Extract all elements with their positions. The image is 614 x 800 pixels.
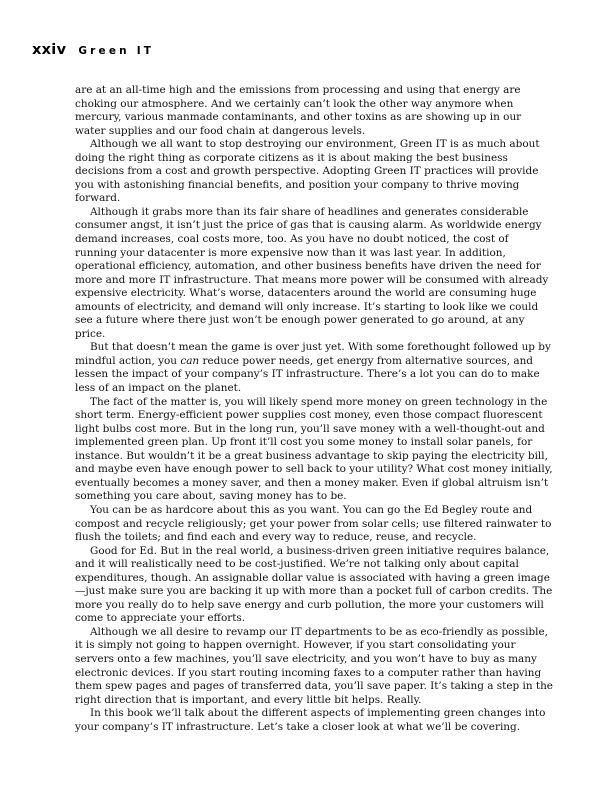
paragraph-green-spending: The fact of the matter is, you will likely spend more money on green technology in the short term. Energy-efficient power supplies cost money, even those compact fluorescent light bulbs cost more. But in the long run, you’ll save money with a well-thought-out and implemented green plan. Up front it’ll cost you some money to install solar panels, for instance. But wouldn’t it be a great business advantage to skip paying the electricity bill, and maybe even have enough power to sell back to your utility? What cost money initially, eventually becomes a money saver, and then a money maker. Even if global altruism isn’t something you care about, saving money has to be. — [75, 395, 553, 503]
paragraph-hardcore: You can be as hardcore about this as you want. You can go the Ed Begley route and compost and recycle religiously; get your power from solar cells; use filtered rainwater to flush the toilets; and find each and every way to reduce, reuse, and recycle. — [75, 503, 552, 544]
paragraph-energy-costs: Although it grabs more than its fair share of headlines and generates considerable consumer angst, it isn’t just the price of gas that is causing alarm. As worldwide energy demand increases, coal costs more, too. As you have no doubt noticed, the cost of running your datacenter is more expensive now than it was last year. In addition, operational efficiency, automation, and other business benefits have driven the need for more and more IT infrastructure. That means more power will be consumed with already expensive electricity. What’s worse, datacenters around the world are consuming huge amounts of electricity, and demand will only increase. It’s starting to look like we could see a future where there just won’t be enough power generated to go around, at any price. — [75, 205, 549, 340]
paragraph-revamp-it: Although we all desire to revamp our IT departments to be as eco-friendly as possible, it is simply not going to happen overnight. However, if you start consolidating your servers onto a few machines, you’ll save electricity, and you won’t have to buy as many electronic devices. If you start routing incoming faxes to a computer rather than having them spew pages and pages of transferred data, you’ll save paper. It’s taking a step in the right direction that is important, and every little bit helps. Really. — [75, 625, 553, 706]
page-number: xxiv — [32, 42, 67, 58]
paragraph-book-overview: In this book we’ll talk about the different aspects of implementing green changes into your company’s IT infrastructure. Let’s take a closer look at what we’ll be covering. — [75, 707, 546, 733]
paragraph-green-it-business: Although we all want to stop destroying our environment, Green IT is as much about doing the right thing as corporate citizens as it is about making the best business decisions from a cost and growth perspective. Adopting Green IT practices will provide you with astonishing financial benefits, and position your company to thrive moving forward. — [75, 138, 540, 205]
paragraph-mindful-action — [75, 341, 553, 395]
paragraph-continuation: are at an all-time high and the emissions from processing and using that energy are choking our atmosphere. And we certainly can’t look the other way anymore when mercury, various manmade contaminants, and other toxins as are showing up in our water supplies and our food chain at dangerous levels. — [75, 84, 522, 137]
body-text — [75, 84, 553, 734]
paragraph-good-for-ed: Good for Ed. But in the real world, a business-driven green initiative requires balance, and it will realistically need to be cost-justified. We’re not talking only about capital expenditures, though. An assignable dollar value is associated with having a green image—just make sure you are backing it up with more than a pocket full of carbon credits. The more you really do to help save energy and curb pollution, the more your customers will come to appreciate your efforts. — [75, 544, 553, 625]
book-title: Green IT — [78, 45, 155, 57]
paragraph-mindful-action-start: But that doesn’t mean the game is over just yet. With some forethought followed up by mindful action, you — [75, 341, 551, 367]
emphasis-can: can — [180, 354, 200, 367]
paragraph-mindful-action-end: reduce power needs, get energy from alternative sources, and lessen the impact of your company’s IT infrastructure. There’s a lot you can do to make less of an impact on the planet. — [75, 354, 540, 395]
running-head — [32, 39, 154, 58]
